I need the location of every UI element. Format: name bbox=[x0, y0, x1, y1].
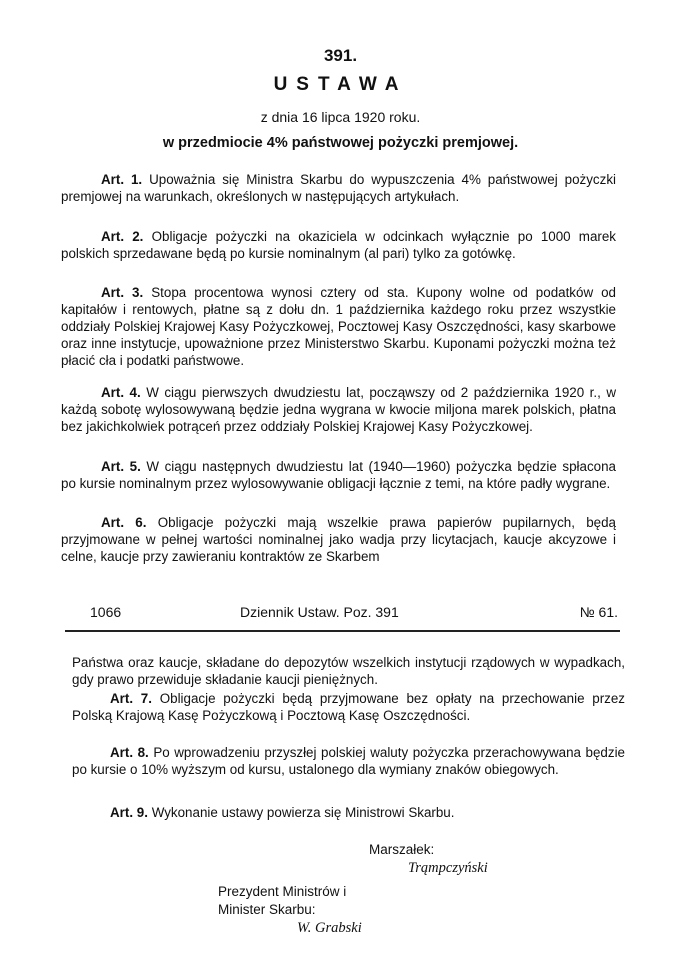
article-5 bbox=[61, 458, 616, 492]
act-number: 391. bbox=[323, 46, 358, 65]
article-label: Art. 2. bbox=[101, 229, 144, 244]
article-text: Po wprowadzeniu przyszłej polskiej waluty pożyczka przerachowywana będzie po kursie o 10% wyższym od kursu, ustalonego dla wymiany znaków obiegowych. bbox=[72, 745, 625, 777]
article-text: W ciągu następnych dwudziestu lat (1940—1960) pożyczka będzie spłacona po kursie nominalnym przez wylosowywanie obligacji łącznie z temi, na które padły wygrane. bbox=[61, 459, 616, 491]
article-7 bbox=[72, 690, 625, 724]
article-text: Upoważnia się Ministra Skarbu do wypuszczenia 4% państwowej pożyczki premjowej na warunkach, określonych w następujących artykułach. bbox=[61, 172, 616, 204]
article-label: Art. 1. bbox=[101, 172, 143, 187]
page-number: 1066 bbox=[90, 604, 122, 620]
marszalek-label: Marszałek: bbox=[369, 842, 435, 857]
article-label: Art. 8. bbox=[110, 745, 149, 760]
article-label: Art. 9. bbox=[110, 805, 148, 820]
marszalek-signature: Trąmpczyński bbox=[408, 860, 488, 876]
article-label: Art. 5. bbox=[101, 459, 141, 474]
minister-signature: W. Grabski bbox=[297, 920, 362, 936]
article-3 bbox=[61, 284, 616, 369]
article-text: Stopa procentowa wynosi cztery od sta. Kupony wolne od podatków od kapitałów i rentowych, płatne są z dołu dn. 1 października każdego roku przez wszystkie oddziały Polskiej Krajowej Kasy Pożyczkowej, Pocztowej Kasy Oszczędności, kasy skarbowe oraz inne instytucje, upoważnione przez Ministerstwo Skarbu. Kuponami pożyczki można też płacić cła i podatki państwowe. bbox=[61, 285, 617, 368]
document-subject: w przedmiocie 4% państwowej pożyczki premjowej. bbox=[162, 135, 519, 151]
page-header bbox=[60, 604, 620, 624]
article-1 bbox=[61, 171, 616, 205]
article-text: Wykonanie ustawy powierza się Ministrowi Skarbu. bbox=[151, 805, 455, 820]
header-divider bbox=[65, 630, 620, 632]
article-label: Art. 6. bbox=[101, 515, 147, 530]
article-2 bbox=[61, 228, 616, 262]
article-text: W ciągu pierwszych dwudziestu lat, począwszy od 2 października 1920 r., w każdą sobotę wylosowywaną będzie jedna wygrana w kwocie miljona marek polskich, płatna bez jakichkolwiek potrąceń przez oddziały Polskiej Krajowej Kasy Pożyczkowej. bbox=[61, 385, 616, 434]
article-label: Art. 4. bbox=[101, 385, 141, 400]
article-text: Obligacje pożyczki mają wszelkie prawa papierów pupilarnych, będą przyjmowane w pełnej wartości nominalnej jako wadja przy licytacjach, kaucje akcyzowe i celne, kaucje przy zawieraniu kontraktów ze Skarbem bbox=[61, 515, 616, 564]
document-date: z dnia 16 lipca 1920 roku. bbox=[260, 109, 421, 125]
document-title: USTAWA bbox=[273, 74, 408, 95]
continuation-text: Państwa oraz kaucje, składane do depozytów wszelkich instytucji rządowych w wypadkach, gdy prawo przewiduje składanie kaucji pieniężnych. bbox=[72, 655, 625, 687]
article-label: Art. 3. bbox=[101, 285, 144, 300]
journal-reference: Dziennik Ustaw. Poz. 391 bbox=[240, 604, 399, 620]
issue-number: № 61. bbox=[579, 604, 618, 620]
article-8 bbox=[72, 744, 625, 778]
prezydent-label: Prezydent Ministrów i bbox=[218, 884, 347, 899]
article-6 bbox=[61, 514, 616, 565]
article-label: Art. 7. bbox=[110, 691, 152, 706]
article-text: Obligacje pożyczki na okaziciela w odcinkach wyłącznie po 1000 marek polskich sprzedawane będą po kursie nominalnym (al pari) tylko za gotówkę. bbox=[61, 229, 616, 261]
article-4 bbox=[61, 384, 616, 435]
article-9 bbox=[72, 804, 625, 821]
minister-label: Minister Skarbu: bbox=[218, 902, 316, 917]
article-text: Obligacje pożyczki będą przyjmowane bez opłaty na przechowanie przez Polską Krajową Kasę Pożyczkową i Pocztową Kasę Oszczędności. bbox=[72, 691, 625, 723]
